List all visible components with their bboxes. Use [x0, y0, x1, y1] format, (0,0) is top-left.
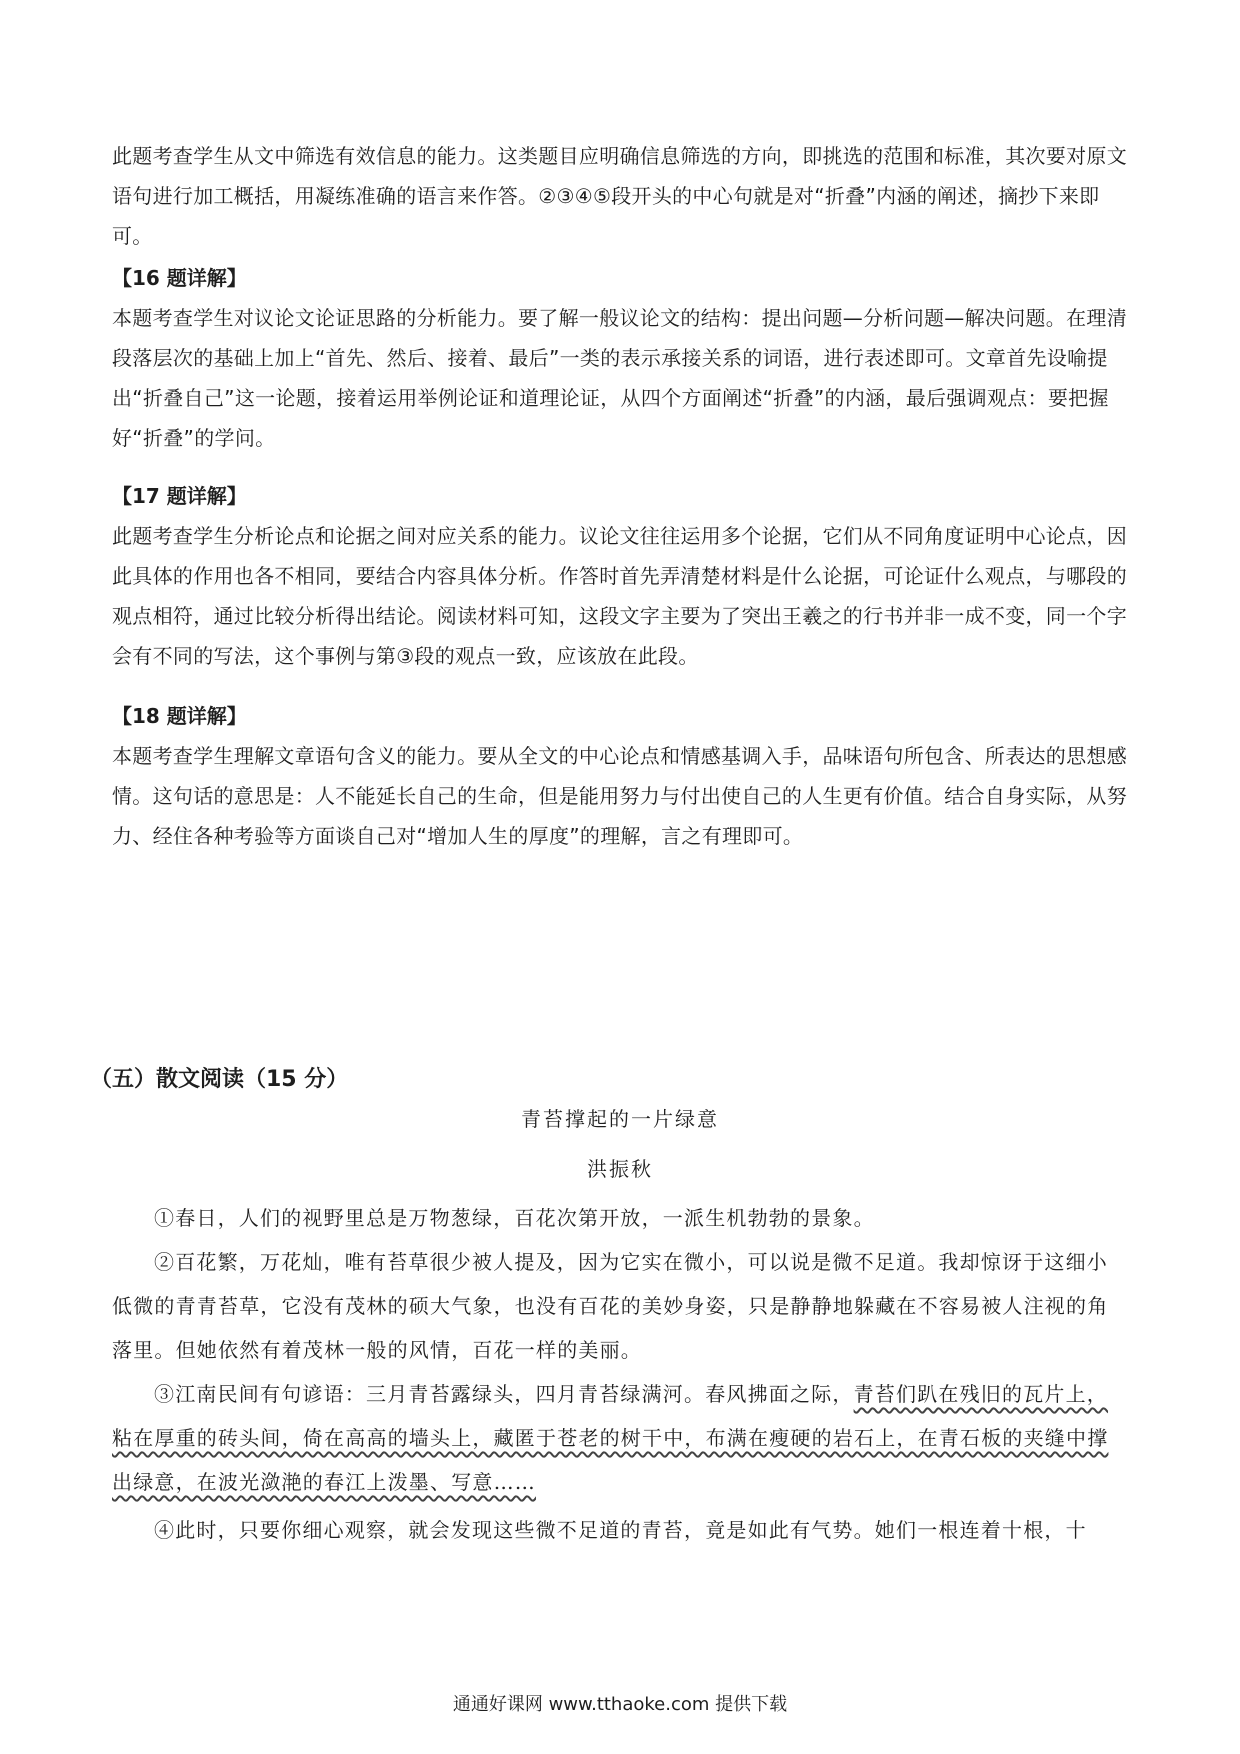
essay-paragraph-1: ①春日，人们的视野里总是万物葱绿，百花次第开放，一派生机勃勃的景象。: [154, 1206, 875, 1230]
q17-explanation: 此题考查学生分析论点和论据之间对应关系的能力。议论文往往运用多个论据，它们从不同角度证明中心论点，因此具体的作用也各不相同，要结合内容具体分析。作答时首先弄清楚材料是什么论据，可论证什么观点，与哪段的观点相符，通过比较分析得出结论。阅读材料可知，这段文字主要为了突出王羲之的行书并非一成不变，同一个字会有不同的写法，这个事例与第③段的观点一致，应该放在此段。: [112, 524, 1127, 668]
q18-explanation: 本题考查学生理解文章语句含义的能力。要从全文的中心论点和情感基调入手，品味语句所包含、所表达的思想感情。这句话的意思是：人不能延长自己的生命，但是能用努力与付出使自己的人生更有价值。结合自身实际，从努力、经住各种考验等方面谈自己对“增加人生的厚度”的理解，言之有理即可。: [112, 744, 1127, 848]
paragraph-3-text: ③江南民间有句谚语：三月青苔露绿头，四月青苔绿满河。春风拂面之际，: [154, 1382, 854, 1406]
essay-title: 青苔撑起的一片绿意: [521, 1107, 719, 1131]
q18-heading: 【18 题详解】: [112, 704, 247, 728]
essay-paragraph-2: ②百花繁，万花灿，唯有苔草很少被人提及，因为它实在微小，可以说是微不足道。我却惊讶于这细小低微的青青苔草，它没有茂林的硕大气象，也没有百花的美妙身姿，只是静静地躲藏在不容易被人注视的角落里。但她依然有着茂林一般的风情，百花一样的美丽。: [112, 1250, 1109, 1362]
section-title: （五）散文阅读（15 分）: [90, 1067, 349, 1092]
essay-paragraph-3: [112, 1372, 1128, 1504]
underlined-passage: 青苔们趴在残旧的瓦片上，粘在厚重的砖头间，倚在高高的墙头上，藏匿于苍老的树干中，布满在瘦硬的岩石上，在青石板的夹缝中撑出绿意，在波光潋滟的春江上泼墨、写意……: [112, 1382, 1109, 1494]
essay-paragraph-4: ④此时，只要你细心观察，就会发现这些微不足道的青苔，竟是如此有气势。她们一根连着十根，十: [154, 1518, 1087, 1542]
q16-explanation: 本题考查学生对议论文论证思路的分析能力。要了解一般议论文的结构：提出问题—分析问题—解决问题。在理清段落层次的基础上加上“首先、然后、接着、最后”一类的表示承接关系的词语，进行表述即可。文章首先设喻提出“折叠自己”这一论题，接着运用举例论证和道理论证，从四个方面阐述“折叠”的内涵，最后强调观点：要把握好“折叠”的学问。: [112, 306, 1127, 450]
essay-author: 洪振秋: [587, 1157, 653, 1181]
q16-heading: 【16 题详解】: [112, 266, 247, 290]
q17-heading: 【17 题详解】: [112, 484, 247, 508]
footer-credit: 通通好课网 www.tthaoke.com 提供下载: [452, 1694, 788, 1715]
q15-explanation: 此题考查学生从文中筛选有效信息的能力。这类题目应明确信息筛选的方向，即挑选的范围和标准，其次要对原文语句进行加工概括，用凝练准确的语言来作答。②③④⑤段开头的中心句就是对“折叠”内涵的阐述，摘抄下来即可。: [112, 144, 1127, 248]
